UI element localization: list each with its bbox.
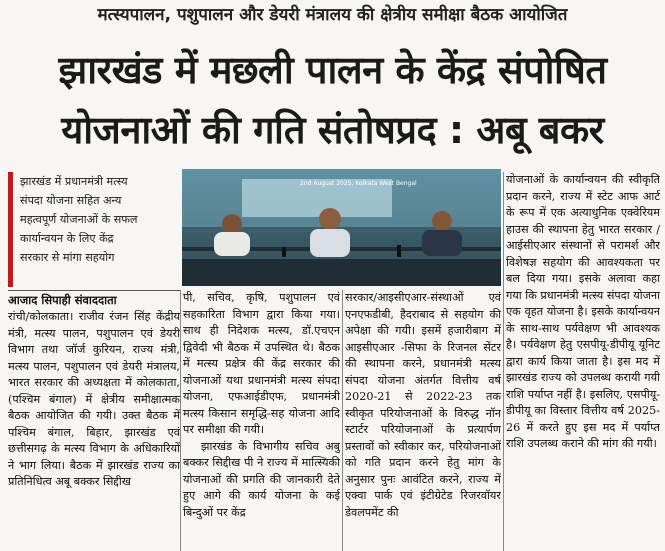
- meeting-photo: [182, 169, 501, 286]
- highlight-line: झारखंड में प्रधानमंत्री मत्स्य: [20, 175, 128, 188]
- banner-date-text: 2nd August 2025, Kolkata West Bengal: [300, 180, 417, 187]
- column-divider: [503, 172, 504, 551]
- byline: आजाद सिपाही संवाददाता: [8, 290, 180, 308]
- paragraph: योजनाओं के कार्यान्वयन की स्वीकृति प्रदान करने, राज्य में स्टेट आफ आर्ट के रूप में एक अत्याधुनिक एक्वेरियम हाउस की स्थापना हेतु भारत सरकार /आईसीएआर संस्थानों से परामर्श और विशेषज्ञ सहयोग की आवश्यकता पर बल दिया गया। इसके अलावा कहा गया कि प्रधानमंत्री मत्स्य संपदा योजना एक वृहत योजना है। इसके कार्यान्वयन के साथ-साथ पर्यवेक्षण भी आवश्यक है। पर्यवेक्षण हेतु एसपीयू-डीपीयू यूनिट द्वारा कार्य किया जाता है। इस मद में झारखंड राज्य को उपलब्ध करायी गयी राशि पर्याप्त नहीं है। इसलिए, एसपीयू-डीपीयू का विस्तार वित्तीय वर्ष 2025-26 में करते हुए इस मद में पर्याप्त राशि उपलब्ध कराने की मांग की गयी।: [506, 173, 660, 450]
- headline-line-1: झारखंड में मछली पालन के केंद्र संपोषित: [58, 48, 607, 92]
- column-divider: [342, 290, 343, 551]
- paragraph: झारखंड के विभागीय सचिव अबु बक्कर सिद्दीख पी ने राज्य में मात्स्यिकी योजनाओं की प्रगति की जानकारी देते हुए आगे की कार्य योजना के कई बिन्दुओं पर केंद्र: [183, 439, 340, 519]
- column-divider: [180, 290, 181, 551]
- paragraph: रांची/कोलकाता। राजीव रंजन सिंह केंद्रीय मंत्री, मत्स्य पालन, पशुपालन एवं डेयरी विभाग तथा जॉर्ज कुरियन, राज्य मंत्री, मत्स्य पालन, पशुपालन एवं डेयरी मंत्रालय, भारत सरकार की अध्यक्षता में कोलकाता, (पश्चिम बंगाल) में क्षेत्रीय समीक्षात्मक बैठक आयोजित की गयी। उक्त बैठक में पश्चिम बंगाल, बिहार, झारखंड एवं छत्तीसगढ़ के मत्स्य विभाग के अधिकारियों ने भाग लिया। बैठक में झारखंड राज्य का प्रतिनिधित्व अबू बक्कर सिद्दीख: [8, 310, 180, 488]
- article-column-3: [345, 290, 501, 551]
- kicker-headline: मत्स्यपालन, पशुपालन और डेयरी मंत्रालय की क्षेत्रीय समीक्षा बैठक आयोजित: [97, 5, 568, 25]
- headline-line-2: योजनाओं की गति संतोषप्रद : अबू बकर: [61, 108, 604, 152]
- article-column-1: [8, 309, 180, 551]
- highlight-line: सरकार से मांगा सहयोग: [20, 251, 115, 264]
- highlight-line: कार्यान्वयन के लिए केंद्र: [20, 232, 114, 245]
- highlight-line: संपदा योजना सहित अन्य: [20, 194, 122, 207]
- highlight-line: महत्वपूर्ण योजनाओं के सफल: [20, 213, 138, 226]
- article-column-2: [183, 290, 340, 551]
- paragraph: पी, सचिव, कृषि, पशुपालन एवं सहकारिता विभाग द्वारा किया गया। साथ ही निदेशक मत्स्य, डॉ.एचएन द्विवेदी भी बैठक में उपस्थित थे। बैठक में मत्स्य प्रक्षेत्र की केंद्र सरकार की योजनाओं यथा प्रधानमंत्री मत्स्य संपदा योजना, एफआईडीएफ, प्रधानमंत्री मत्स्य किसान समृद्धि-सह योजना आदि पर समीक्षा की गयी।: [183, 291, 340, 436]
- paragraph: सरकार/आइसीएआर-संस्थाओं एवं एनएफडीबी, हैदराबाद से सहयोग की अपेक्षा की गयी। इसमें हजारीबाग में आइसीएआर -सिफा के रिजनल सेंटर की स्थापना करने, प्रधानमंत्री मत्स्य संपदा योजना अंतर्गत वित्तीय वर्ष 2020-21 से 2022-23 तक स्वीकृत परियोजनाओं के विरुद्ध नॉन स्टार्टर परियोजनाओं के प्रत्यार्पण प्रस्तावों को स्वीकार कर, परियोजनाओं को गति प्रदान करने हेतु मांग के अनुसार पुनः आवंटित करने, राज्य में एक्वा पार्क एवं इंटीग्रेटेड रिजरवॉयर डेवलपमेंट की: [345, 291, 501, 519]
- article-column-4: [506, 172, 660, 551]
- meeting-photo-illustration: [182, 169, 501, 286]
- highlight-box: [8, 172, 177, 287]
